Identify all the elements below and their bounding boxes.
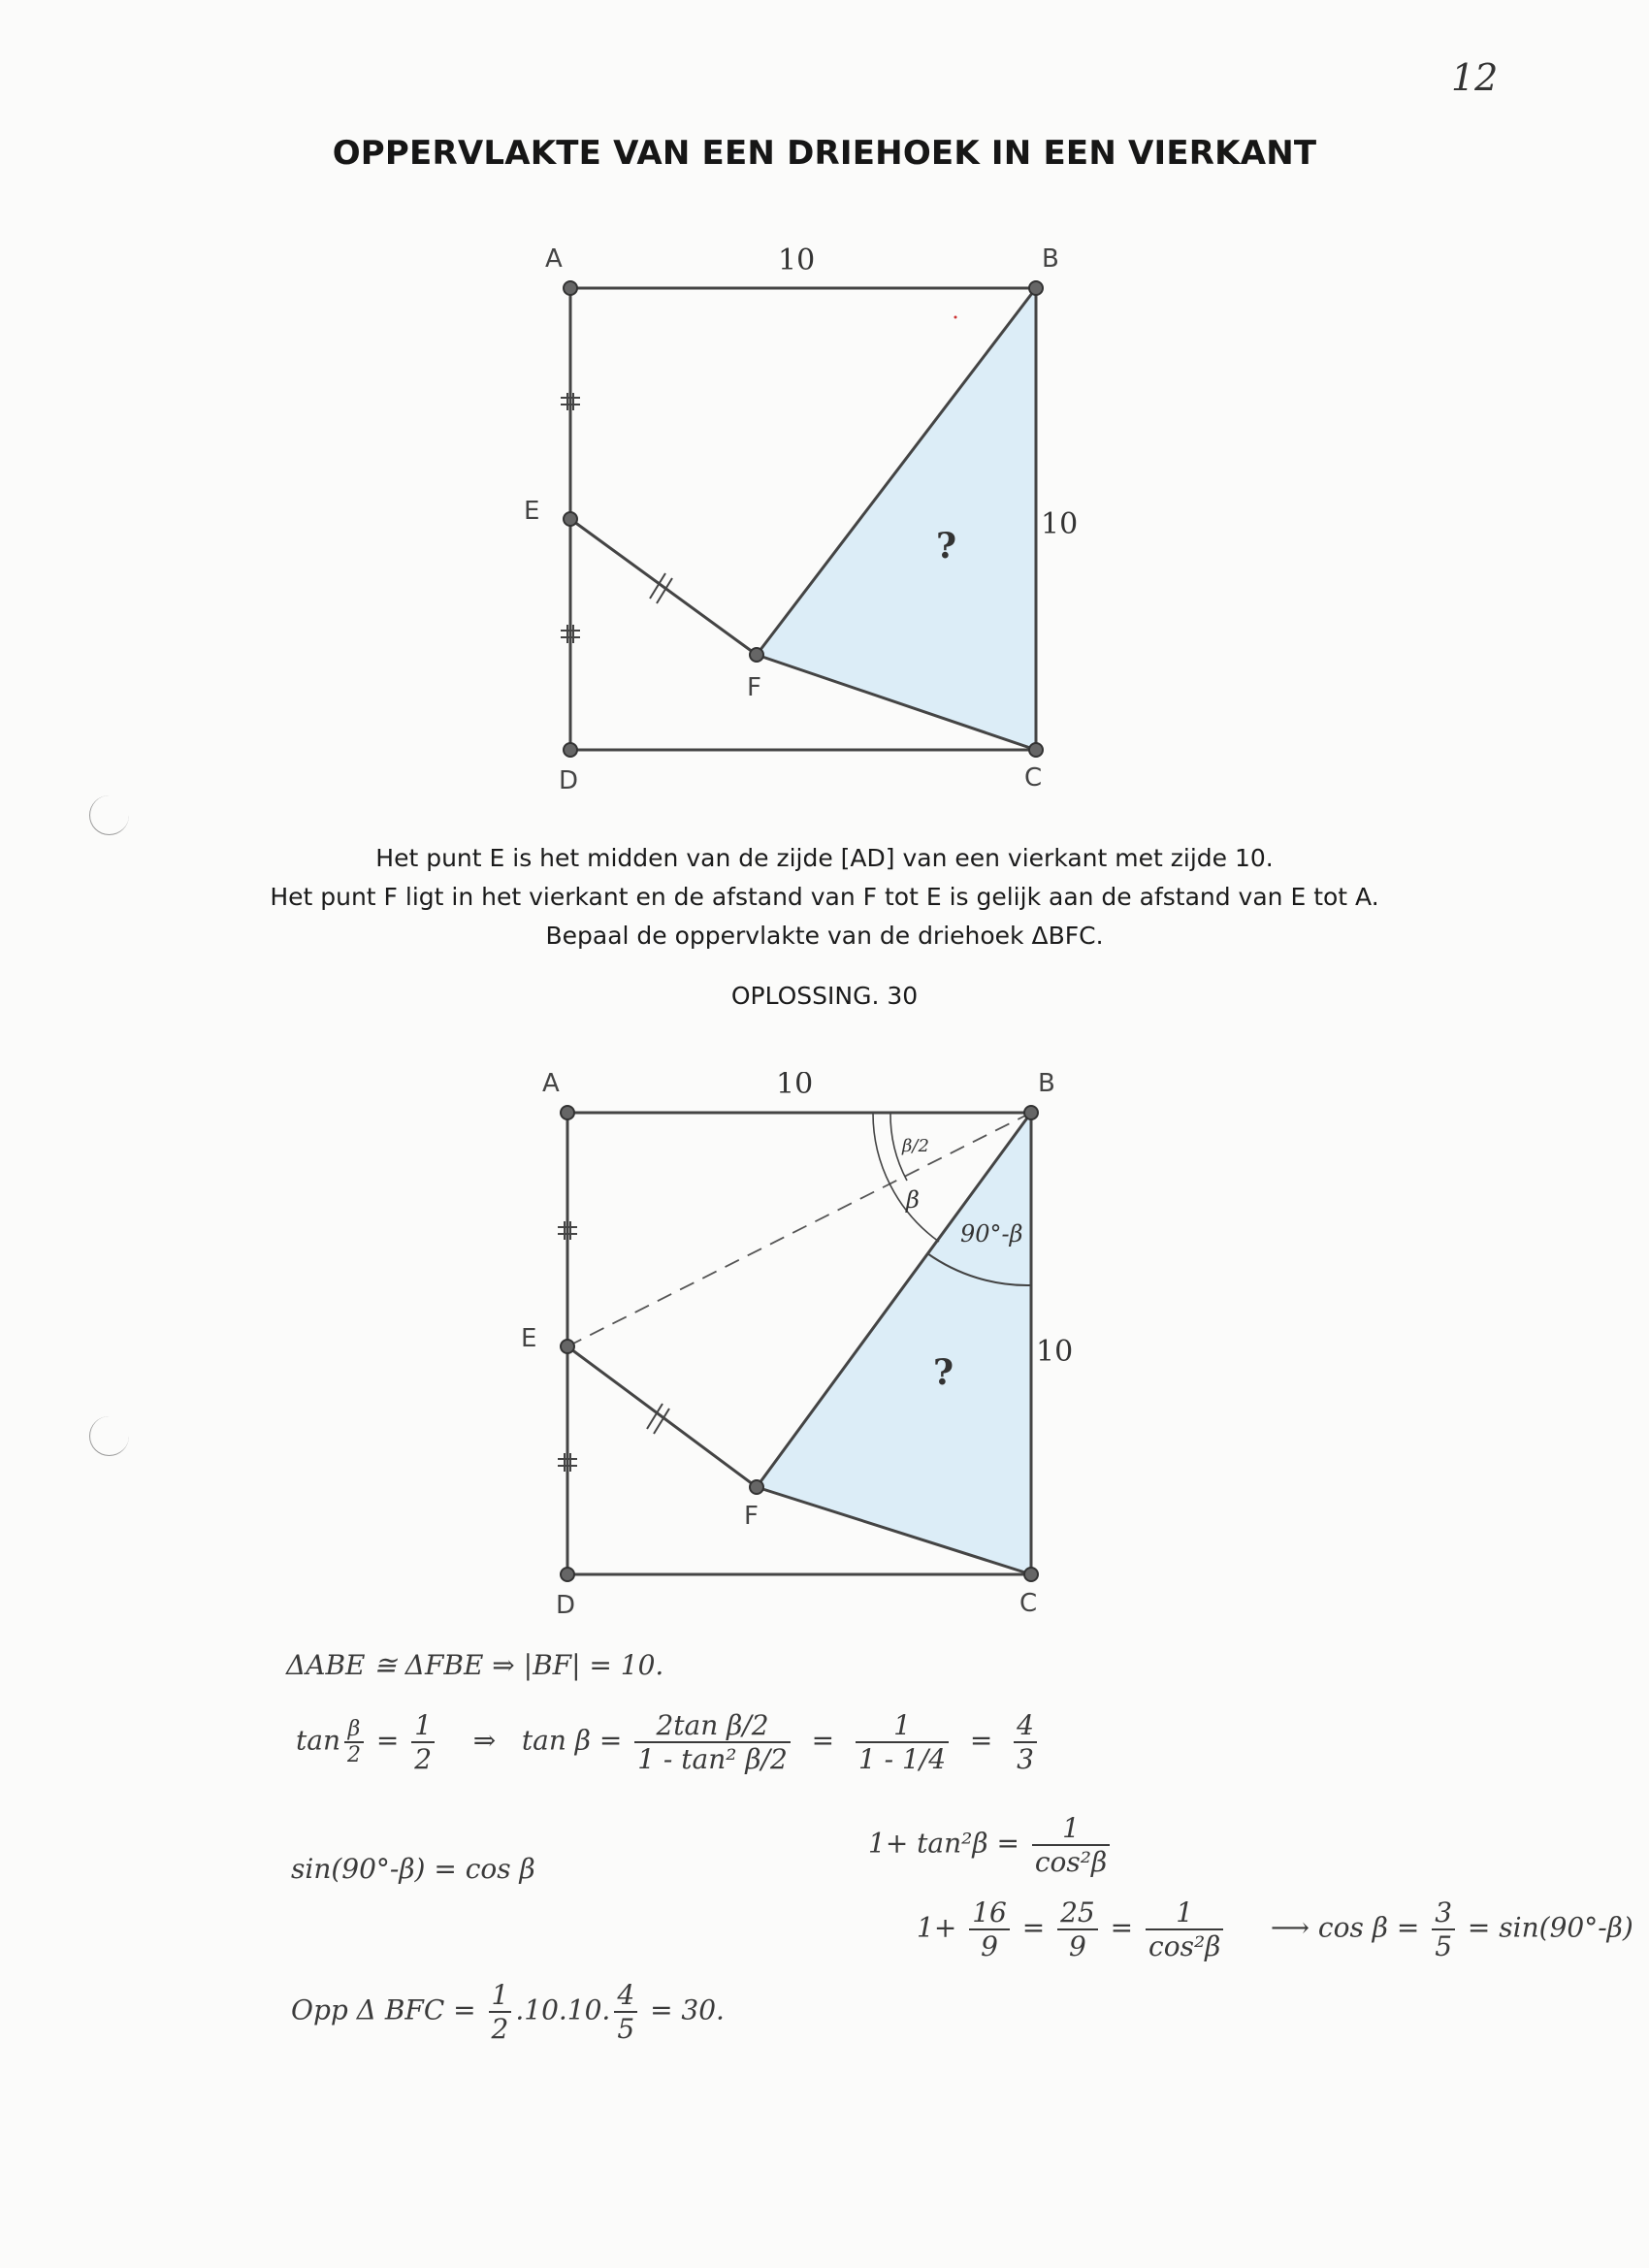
handwritten-tan-derivation: tan $\frac{\beta}{2}$ = $\frac{1}{2}$ ⇒ tan β = $\frac{\text{2tan β/2}}{\text{1 - tan² β/2}}$ = $\frac{1}{1 - 1/4}$ = $\frac{4}{3}$ <box>296 1709 1041 1775</box>
point-b <box>1029 281 1043 295</box>
stray-dot <box>954 316 957 319</box>
angle-half-beta-label: β/2 <box>902 1136 929 1156</box>
description-line-3: Bepaal de oppervlakte van de driehoek ΔBFC. <box>545 922 1104 950</box>
handwritten-cos-calculation: 1+ $\frac{16}{9}$ = $\frac{25}{9}$ = $\frac{1}{\text{cos²β}}$ ⟶ cos β = $\frac{3}{5}$ = sin(90°-β) <box>917 1896 1633 1962</box>
angle-beta-label: β <box>906 1186 920 1214</box>
handwritten-sin-identity: sin(90°-β) = cos β <box>291 1853 535 1885</box>
label-c: C <box>1024 763 1043 793</box>
point-a <box>564 281 577 295</box>
point-d <box>561 1568 574 1581</box>
angle-complement-label: 90°-β <box>960 1220 1023 1247</box>
page-number: 12 <box>1451 56 1499 99</box>
label-f: F <box>744 1502 759 1531</box>
description-line-2: Het punt F ligt in het vierkant en de afstand van F tot E is gelijk aan de afstand van E tot A. <box>270 883 1379 911</box>
segment-ef <box>567 1346 757 1487</box>
label-f: F <box>747 673 761 702</box>
point-b <box>1024 1106 1038 1119</box>
point-c <box>1024 1568 1038 1581</box>
square-diagram-solution <box>0 1072 1649 1654</box>
side-ab-label: 10 <box>778 243 816 277</box>
label-a: A <box>542 1072 560 1098</box>
square-diagram <box>0 238 1649 839</box>
figure-problem <box>0 238 1649 839</box>
label-b: B <box>1038 1072 1055 1098</box>
binder-hole-mark <box>89 1416 129 1456</box>
label-e: E <box>521 1324 537 1353</box>
label-d: D <box>556 1591 576 1620</box>
point-e <box>564 512 577 526</box>
page-title: OPPERVLAKTE VAN EEN DRIEHOEK IN EEN VIERKANT <box>332 134 1317 173</box>
point-f <box>750 648 763 662</box>
point-e <box>561 1340 574 1353</box>
side-bc-label: 10 <box>1036 1335 1074 1369</box>
one-fraction: $\frac{1}{1 - 1/4}$ <box>856 1709 949 1775</box>
handwritten-pythagorean-identity: 1+ tan²β = $\frac{1}{\text{cos²β}}$ <box>868 1812 1114 1878</box>
side-bc-label: 10 <box>1041 507 1079 541</box>
label-b: B <box>1042 244 1059 274</box>
label-e: E <box>524 497 540 526</box>
point-f <box>750 1480 763 1494</box>
tan-beta-result: $\frac{4}{3}$ <box>1014 1709 1037 1775</box>
triangle-bfc <box>757 288 1036 750</box>
handwritten-congruence: ΔABE ≅ ΔFBE ⇒ |BF| = 10. <box>286 1649 664 1681</box>
label-c: C <box>1019 1589 1038 1618</box>
segment-ef <box>570 519 757 655</box>
binder-hole-mark <box>89 795 129 835</box>
point-a <box>561 1106 574 1119</box>
figure-solution <box>0 1072 1649 1654</box>
handwritten-area-result: Opp Δ BFC = $\frac{1}{2}$ .10.10. $\frac{4}{5}$ = 30. <box>291 1979 725 2045</box>
unknown-area-label: ? <box>936 526 957 567</box>
unknown-area-label: ? <box>933 1352 954 1393</box>
tan-half-arg: $\frac{\beta}{2}$ <box>344 1717 364 1767</box>
point-d <box>564 743 577 757</box>
tan-half-lhs: tan <box>296 1724 340 1757</box>
point-c <box>1029 743 1043 757</box>
label-a: A <box>545 244 563 274</box>
side-ab-label: 10 <box>776 1072 814 1101</box>
description-line-1: Het punt E is het midden van de zijde [AD] van een vierkant met zijde 10. <box>375 844 1274 872</box>
solution-label: OPLOSSING. 30 <box>730 982 919 1010</box>
double-angle-fraction: $\frac{\text{2tan β/2}}{\text{1 - tan² β/2}}$ <box>634 1709 791 1775</box>
half-fraction: $\frac{1}{2}$ <box>411 1709 435 1775</box>
label-d: D <box>559 766 579 795</box>
